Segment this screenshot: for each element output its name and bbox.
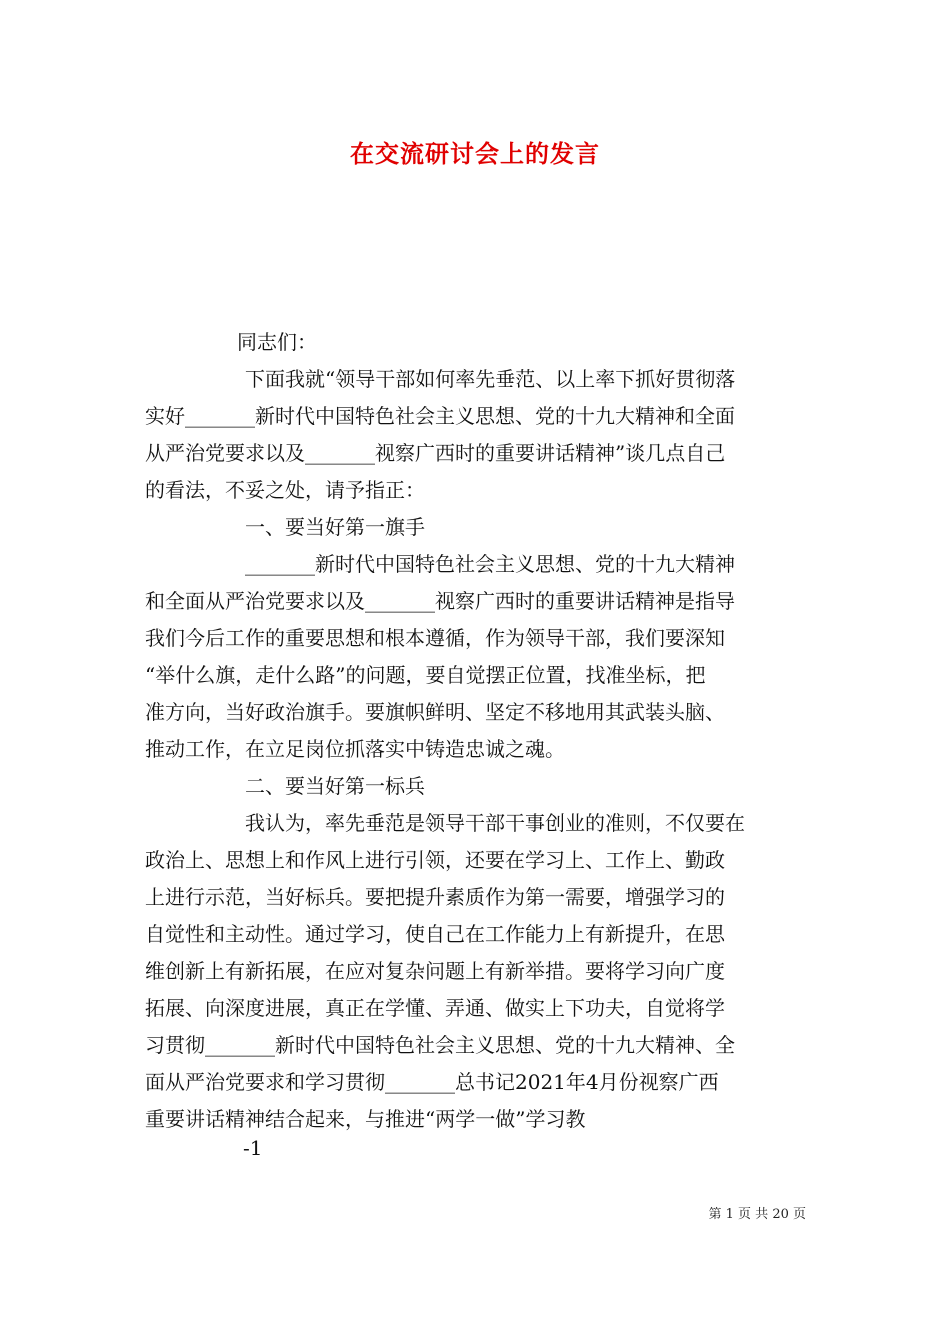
text-line: 我认为，率先垂范是领导干部干事创业的准则，不仅要在 [245,811,745,835]
text-line: 从严治党要求以及_______视察广西时的重要讲话精神”谈几点自己 [145,441,726,465]
text-line: 重要讲话精神结合起来，与推进“两学一做”学习教 [145,1107,586,1131]
text-line: 习贯彻_______新时代中国特色社会主义思想、党的十九大精神、全 [145,1033,735,1057]
text-line: 实好_______新时代中国特色社会主义思想、党的十九大精神和全面 [145,404,735,428]
text-line: _______新时代中国特色社会主义思想、党的十九大精神 [245,552,735,576]
text-line: 和全面从严治党要求以及_______视察广西时的重要讲话精神是指导 [145,589,735,613]
text-line: 准方向，当好政治旗手。要旗帜鲜明、坚定不移地用其武装头脑、 [145,700,725,724]
text-line: “举什么旗，走什么路”的问题，要自觉摆正位置，找准坐标，把 [145,663,706,687]
document-body [145,324,807,1138]
text-line: 的看法，不妥之处，请予指正： [145,478,425,502]
page-marker: -1 [243,1136,263,1160]
paragraph-lines [145,361,807,1138]
text-line: 推动工作，在立足岗位抓落实中铸造忠诚之魂。 [145,737,565,761]
section-heading: 一、要当好第一旗手 [245,515,425,539]
text-line: 面从严治党要求和学习贯彻_______总书记2021年4月份视察广西 [145,1070,719,1094]
section-heading: 二、要当好第一标兵 [245,774,425,798]
text-line: 自觉性和主动性。通过学习，使自己在工作能力上有新提升，在思 [145,922,725,946]
text-line: 下面我就“领导干部如何率先垂范、以上率下抓好贯彻落 [245,367,736,391]
salutation: 同志们： [237,330,317,354]
page-footer: 第 1 页 共 20 页 [708,1207,806,1222]
text-line: 拓展、向深度进展，真正在学懂、弄通、做实上下功夫，自觉将学 [145,996,725,1020]
text-line: 维创新上有新拓展，在应对复杂问题上有新举措。要将学习向广度 [145,959,725,983]
document-title: 在交流研讨会上的发言 [350,139,600,168]
text-line: 政治上、思想上和作风上进行引领，还要在学习上、工作上、勤政 [145,848,725,872]
text-line: 上进行示范，当好标兵。要把提升素质作为第一需要，增强学习的 [145,885,725,909]
text-line: 我们今后工作的重要思想和根本遵循，作为领导干部，我们要深知 [145,626,725,650]
